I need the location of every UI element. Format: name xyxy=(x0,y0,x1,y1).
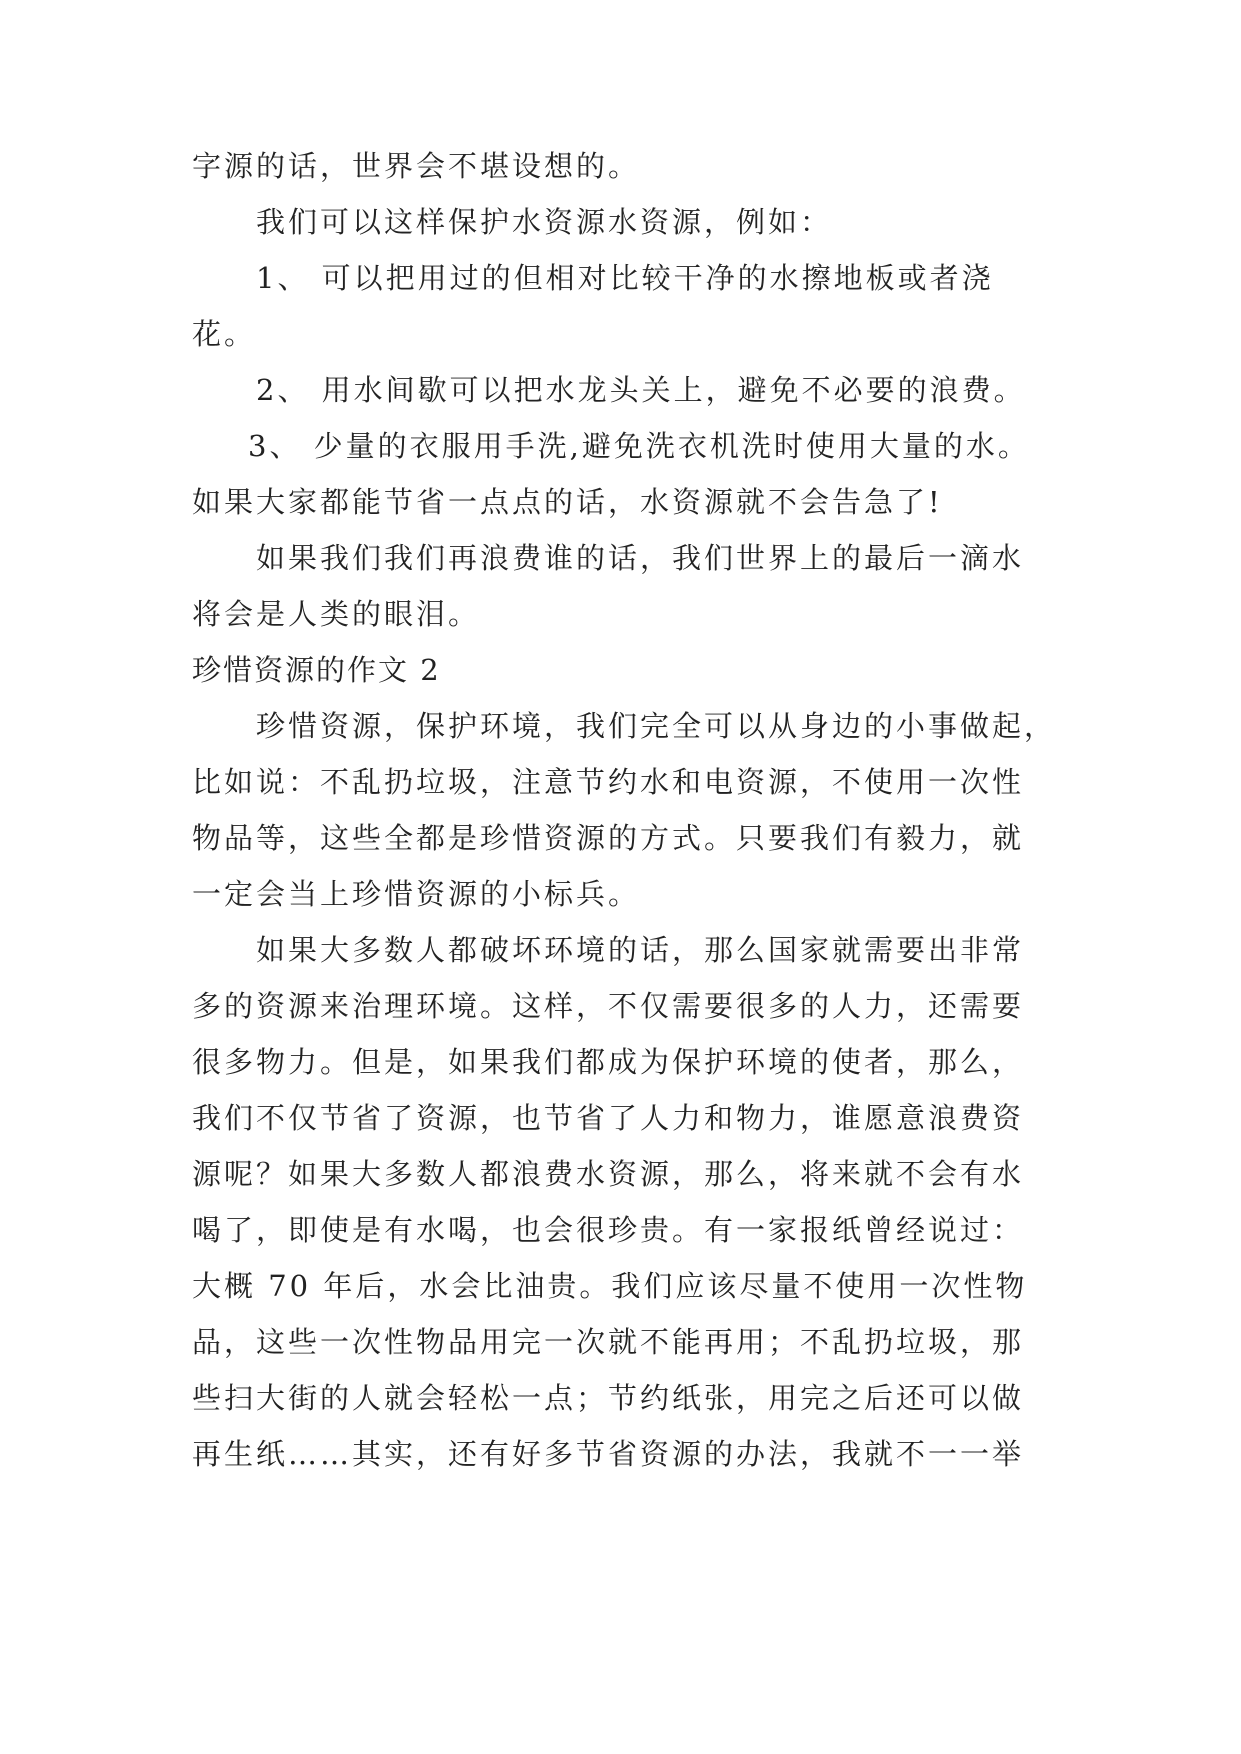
text-line: 如果我们我们再浪费谁的话，我们世界上的最后一滴水 xyxy=(256,541,1025,575)
text-line: 些扫大街的人就会轻松一点；节约纸张，用完之后还可以做 xyxy=(192,1381,1025,1415)
text-line: 珍惜资源，保护环境，我们完全可以从身边的小事做起， xyxy=(256,709,1057,743)
text-line: 花。 xyxy=(192,317,257,351)
text-line: 喝了，即使是有水喝，也会很珍贵。有一家报纸曾经说过： xyxy=(192,1213,1025,1247)
text-line: 再生纸……其实，还有好多节省资源的办法，我就不一一举 xyxy=(192,1437,1025,1471)
text-line: 很多物力。但是，如果我们都成为保护环境的使者，那么， xyxy=(192,1045,1025,1079)
section-title: 珍惜资源的作文 2 xyxy=(192,653,441,687)
text-line: 我们不仅节省了资源，也节省了人力和物力，谁愿意浪费资 xyxy=(192,1101,1025,1135)
text-line: 多的资源来治理环境。这样，不仅需要很多的人力，还需要 xyxy=(192,989,1025,1023)
text-line: 我们可以这样保护水资源水资源，例如： xyxy=(256,205,833,239)
text-line: 字源的话，世界会不堪设想的。 xyxy=(192,149,641,183)
text-line: 如果大多数人都破坏环境的话，那么国家就需要出非常 xyxy=(256,933,1025,967)
text-line: 源呢？如果大多数人都浪费水资源，那么，将来就不会有水 xyxy=(192,1157,1025,1191)
list-item-3: 3、 少量的衣服用手洗,避免洗衣机洗时使用大量的水。 xyxy=(248,429,1030,463)
list-item-1: 1、 可以把用过的但相对比较干净的水擦地板或者浇 xyxy=(256,261,994,295)
text-line: 将会是人类的眼泪。 xyxy=(192,597,481,631)
text-line: 一定会当上珍惜资源的小标兵。 xyxy=(192,877,641,911)
list-item-2: 2、 用水间歇可以把水龙头关上，避免不必要的浪费。 xyxy=(256,373,1026,407)
text-line: 如果大家都能节省一点点的话，水资源就不会告急了! xyxy=(192,485,943,519)
text-line: 大概 70 年后，水会比油贵。我们应该尽量不使用一次性物 xyxy=(192,1269,1028,1303)
text-line: 比如说：不乱扔垃圾，注意节约水和电资源，不使用一次性 xyxy=(192,765,1025,799)
text-line: 品，这些一次性物品用完一次就不能再用；不乱扔垃圾，那 xyxy=(192,1325,1025,1359)
text-line: 物品等，这些全都是珍惜资源的方式。只要我们有毅力，就 xyxy=(192,821,1025,855)
